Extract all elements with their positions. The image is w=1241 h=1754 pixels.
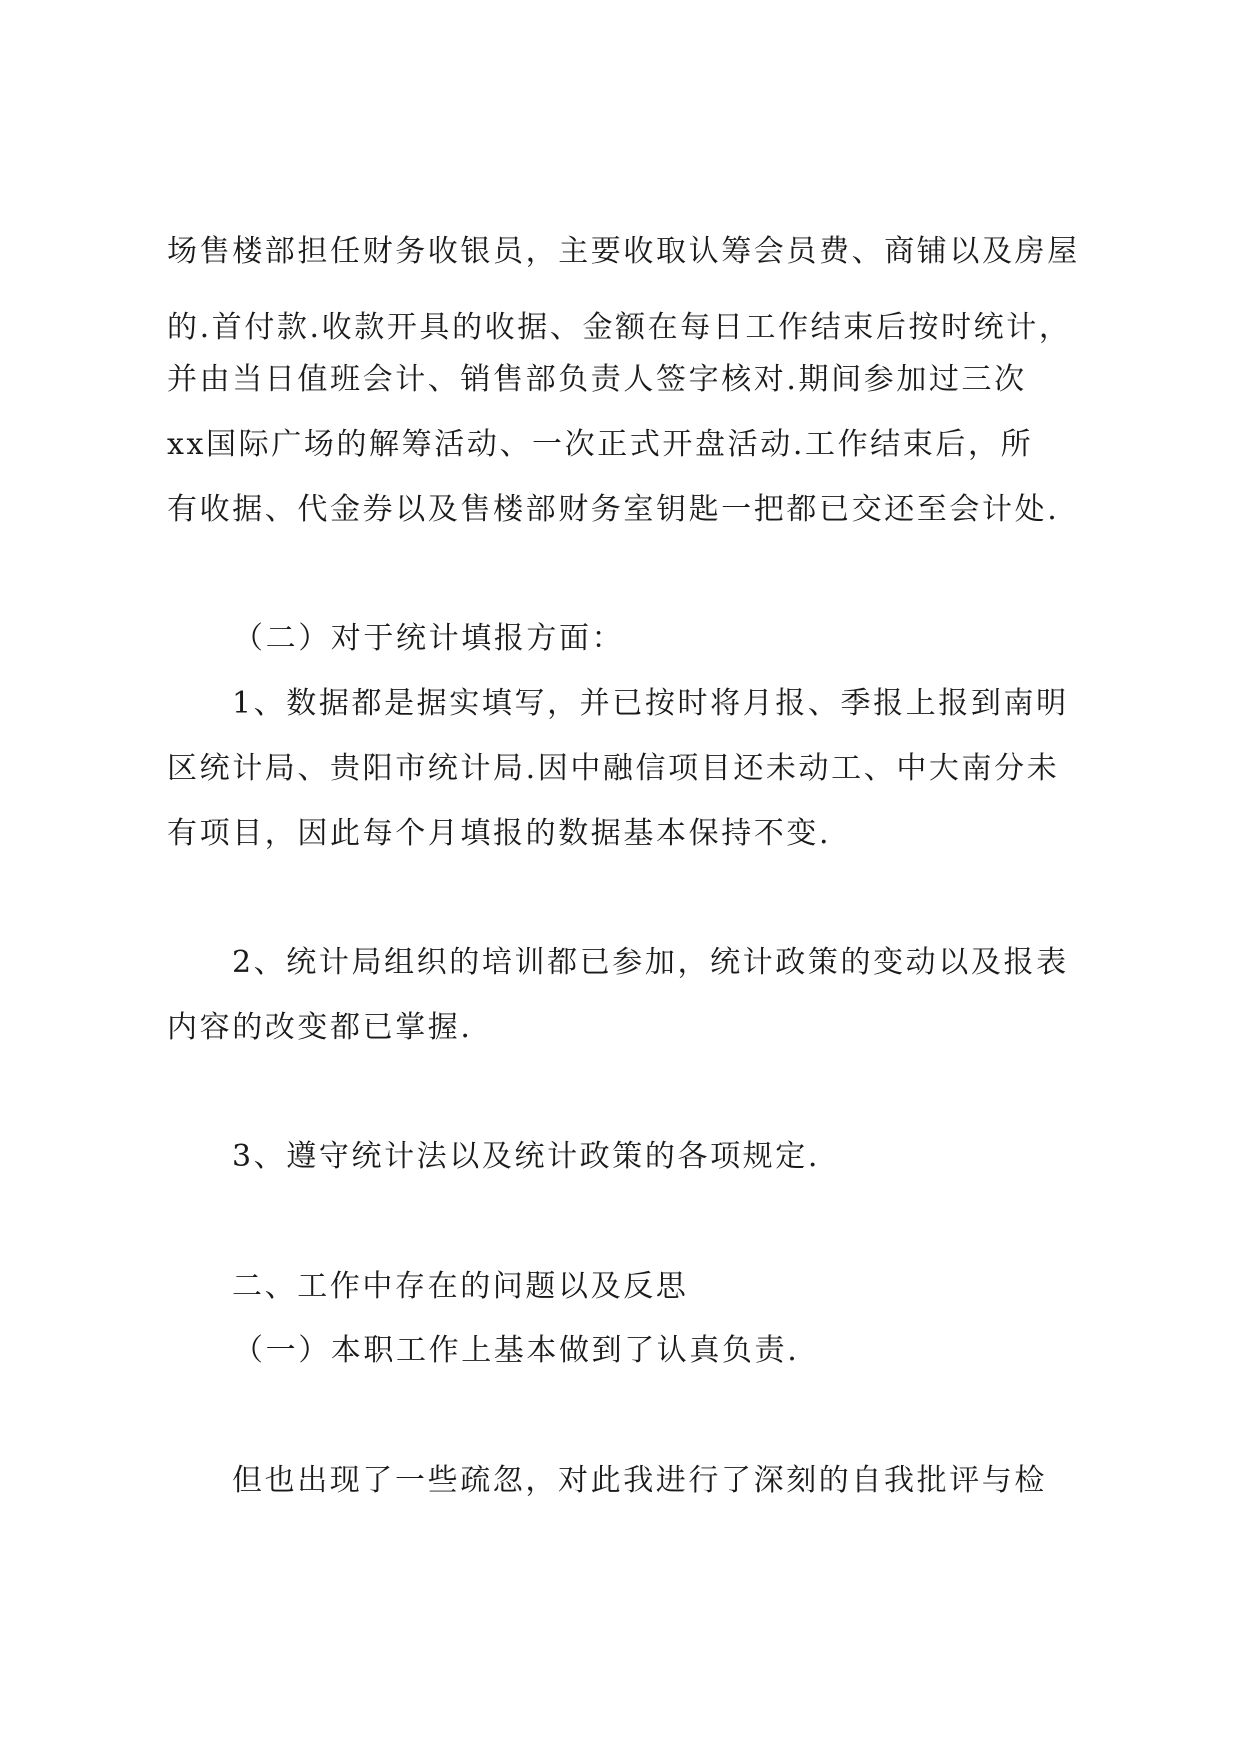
paragraph-line: 区统计局、贵阳市统计局.因中融信项目还未动工、中大南分未 (167, 751, 1060, 786)
paragraph-line: 场售楼部担任财务收银员，主要收取认筹会员费、商铺以及房屋 (167, 234, 1080, 269)
paragraph-line: 有项目，因此每个月填报的数据基本保持不变. (167, 816, 832, 851)
section-heading: （一）本职工作上基本做到了认真负责. (233, 1333, 800, 1368)
paragraph-line: 3、遵守统计法以及统计政策的各项规定. (232, 1139, 821, 1174)
paragraph-line: 但也出现了一些疏忽，对此我进行了深刻的自我批评与检 (232, 1463, 1047, 1498)
section-heading: 二、工作中存在的问题以及反思 (232, 1269, 689, 1304)
section-heading: （二）对于统计填报方面： (233, 621, 625, 656)
paragraph-line: 的.首付款.收款开具的收据、金额在每日工作结束后按时统计， (167, 310, 1072, 345)
paragraph-line: 有收据、代金券以及售楼部财务室钥匙一把都已交还至会计处. (167, 492, 1060, 527)
paragraph-line: 2、统计局组织的培训都已参加，统计政策的变动以及报表 (232, 945, 1069, 980)
paragraph-line: xx国际广场的解筹活动、一次正式开盘活动.工作结束后，所 (167, 427, 1034, 462)
paragraph-line: 1、数据都是据实填写，并已按时将月报、季报上报到南明 (232, 686, 1069, 721)
paragraph-line: 内容的改变都已掌握. (167, 1010, 473, 1045)
paragraph-line: 并由当日值班会计、销售部负责人签字核对.期间参加过三次 (167, 362, 1027, 397)
